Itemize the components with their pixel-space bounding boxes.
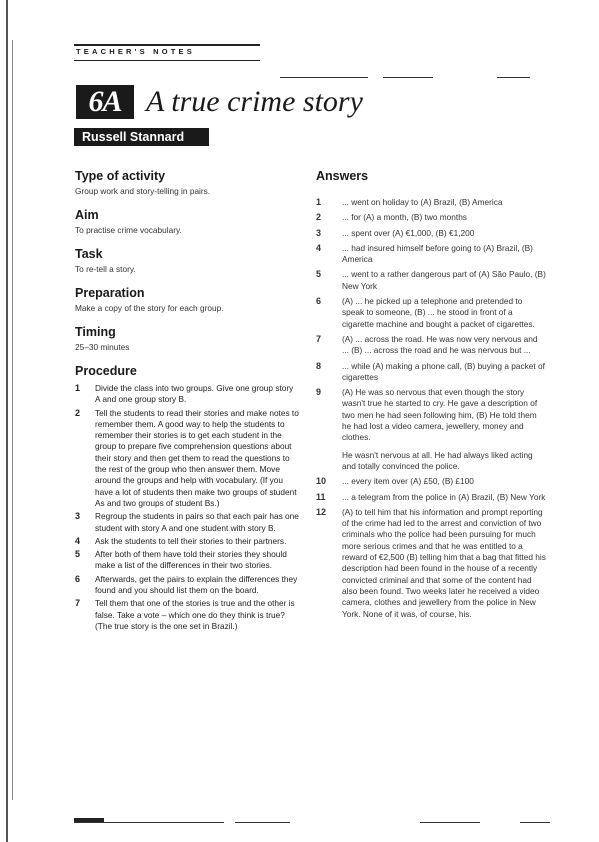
list-item <box>316 197 546 208</box>
item-text: (A) ... he picked up a telephone and pretended to speak to someone, (B) ... he stood in front of a cigarette machine and bought a packet of cigarettes. <box>342 296 535 329</box>
list-item <box>316 361 546 384</box>
item-number: 2 <box>75 407 81 418</box>
list-item <box>316 212 546 223</box>
item-text: After both of them have told their stories they should make a list of the differences in their two stories. <box>95 549 287 571</box>
binding-edge <box>6 0 8 842</box>
item-number: 2 <box>316 212 322 223</box>
item-number: 8 <box>316 360 322 371</box>
section-procedure <box>75 363 300 632</box>
author-badge: Russell Stannard <box>74 128 209 146</box>
footer-rule <box>74 822 224 823</box>
section-text: To practise crime vocabulary. <box>75 225 182 235</box>
list-item <box>316 334 546 357</box>
section-text: Make a copy of the story for each group. <box>75 303 224 313</box>
section-heading: Task <box>75 247 103 261</box>
item-number: 3 <box>75 511 81 522</box>
section-task <box>75 246 300 275</box>
list-item <box>75 549 300 572</box>
footer-rule <box>420 822 480 823</box>
decor-rule <box>280 77 368 78</box>
section-heading: Type of activity <box>75 169 166 183</box>
list-item <box>316 387 546 472</box>
item-number: 11 <box>316 491 326 502</box>
item-number: 7 <box>75 598 81 609</box>
item-text: Regroup the students in pairs so that each pair has one student with story A and one student with story B. <box>95 511 299 533</box>
item-text: ... every item over (A) £50, (B) £100 <box>342 476 474 487</box>
header-rule-top <box>74 44 260 46</box>
item-text: (A) to tell him that his information and prompt reporting of the crime had led to the arrest and conviction of two criminals who the police had been pursuing for much more serious crimes and that he was entitled to a reward of €2,500 (B) telling him that a bag that fitted his description had been found in the house of a recently convicted criminal and that some of the content had also been found. Two weeks later he received a video camera, clothes and jewellery from the police in New York. None of it was, of course, his. <box>342 506 546 619</box>
item-text: (A) ... across the road. He was now very nervous and ... (B) ... across the road and he was nervous but ... <box>342 333 538 356</box>
decor-rule <box>497 77 530 78</box>
section-heading: Procedure <box>75 364 137 378</box>
item-text: ... had insured himself before going to (A) Brazil, (B) America <box>342 242 533 265</box>
section-heading: Aim <box>75 208 99 222</box>
decor-rule <box>383 77 433 78</box>
list-item <box>75 598 300 632</box>
list-item <box>75 574 300 597</box>
item-number: 6 <box>316 296 322 307</box>
item-number: 3 <box>316 227 322 238</box>
item-number: 1 <box>316 197 322 207</box>
item-text: (A) He was so nervous that even though the story wasn't true he started to cry. He gave a description of two men he had seen following him, (B) He told them he had lost a video camera, jewellery, money and clothes. <box>342 387 538 443</box>
item-text: Tell the students to read their stories and make notes to remember them. A good way to help the students to remember their stories is to get each student in the group to prepare five comprehension questions about their story and then get them to read the questions to the rest of the group who then answer them. Move around the groups and help with vocabulary. (If you have a lot of students then make two groups of student As and two groups of student Bs.) <box>95 407 299 508</box>
item-number: 4 <box>75 535 81 546</box>
item-text: Tell them that one of the stories is true and the other is false. Take a vote – which one do they think is true? (The true story is the one set in Brazil.) <box>95 598 295 631</box>
item-text: ... a telegram from the police in (A) Brazil, (B) New York <box>342 491 546 502</box>
right-column <box>316 168 546 624</box>
item-number: 1 <box>75 383 81 393</box>
section-type-of-activity <box>75 168 300 197</box>
item-number: 10 <box>316 476 327 487</box>
item-note: He wasn't nervous at all. He had always liked acting and totally convinced the police. <box>342 449 533 471</box>
section-heading: Answers <box>316 169 369 183</box>
unit-badge: 6A <box>76 85 134 119</box>
answers-list <box>316 197 546 620</box>
item-number: 4 <box>316 242 322 253</box>
item-text: Ask the students to tell their stories to their partners. <box>95 535 287 546</box>
item-text: Divide the class into two groups. Give one group story A and one group story B. <box>95 383 294 405</box>
section-heading: Timing <box>75 325 116 339</box>
item-number: 9 <box>316 387 322 398</box>
procedure-list <box>75 383 300 632</box>
binding-edge-inner <box>12 40 13 800</box>
item-number: 6 <box>75 573 81 584</box>
list-item <box>316 476 546 487</box>
section-aim <box>75 207 300 236</box>
list-item <box>75 536 300 547</box>
list-item <box>316 507 546 620</box>
item-text: ... went on holiday to (A) Brazil, (B) America <box>342 197 503 207</box>
item-text: ... for (A) a month, (B) two months <box>342 212 467 223</box>
list-item <box>316 296 546 330</box>
item-number: 5 <box>316 269 322 280</box>
teachers-notes-label: TEACHER'S NOTES <box>76 47 195 56</box>
footer-rule <box>520 822 550 823</box>
section-timing <box>75 324 300 353</box>
section-text: Group work and story-telling in pairs. <box>75 186 211 196</box>
list-item <box>316 492 546 503</box>
list-item <box>316 269 546 292</box>
list-item <box>75 383 300 406</box>
item-number: 7 <box>316 333 322 344</box>
section-text: To re-tell a story. <box>75 264 136 274</box>
list-item <box>316 243 546 266</box>
header-rule-bottom <box>74 60 260 61</box>
item-text: ... while (A) making a phone call, (B) buying a packet of cigarettes <box>342 360 545 382</box>
section-text: 25–30 minutes <box>75 342 130 352</box>
footer-rule <box>235 822 290 823</box>
item-text: Afterwards, get the pairs to explain the differences they found and you should list them on the board. <box>95 573 298 596</box>
item-text: ... went to a rather dangerous part of (A) São Paulo, (B) New York <box>342 269 546 291</box>
list-item <box>316 228 546 239</box>
item-text: ... spent over (A) €1,000, (B) €1,200 <box>342 227 475 238</box>
item-number: 12 <box>316 506 327 517</box>
page-title: A true crime story <box>146 85 363 118</box>
list-item <box>75 408 300 510</box>
section-preparation <box>75 285 300 314</box>
section-heading: Preparation <box>75 286 145 300</box>
list-item <box>75 511 300 534</box>
item-number: 5 <box>75 549 81 560</box>
left-column <box>75 168 300 642</box>
